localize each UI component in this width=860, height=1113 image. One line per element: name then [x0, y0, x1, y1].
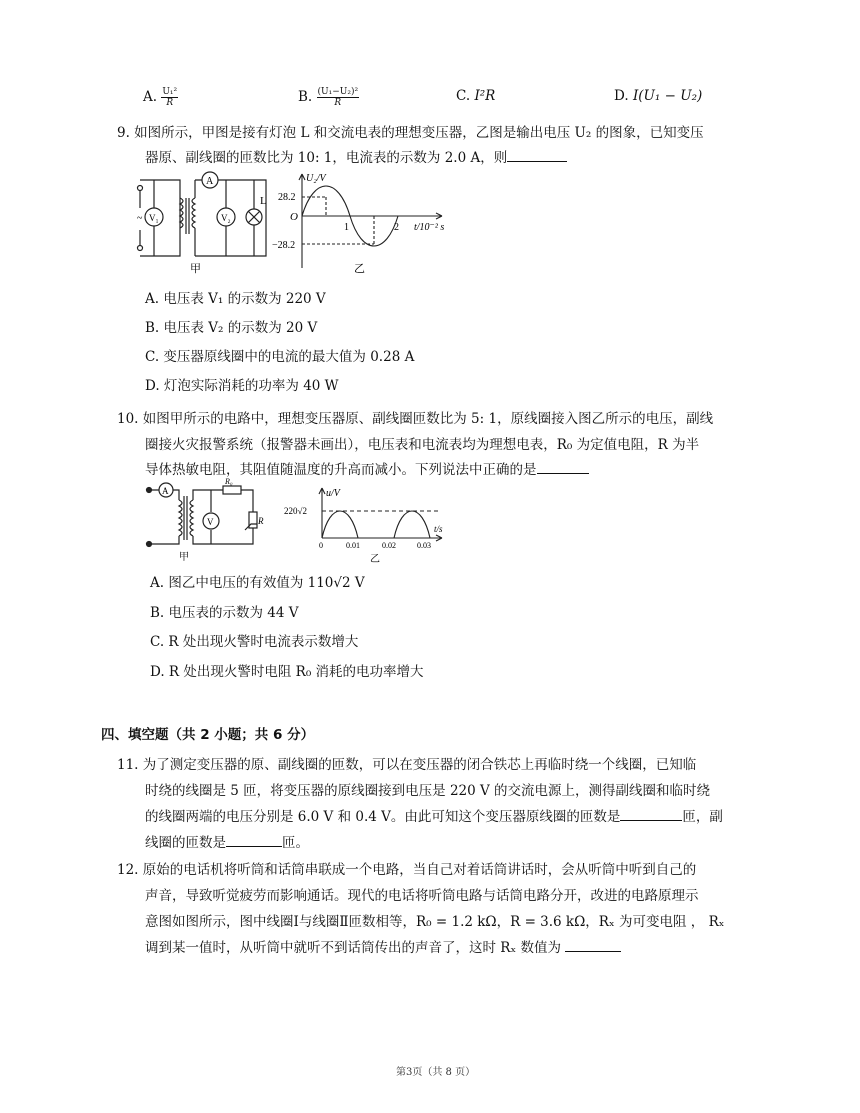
q11-stem-line-3: 的线圈两端的电压分别是 6.0 V 和 0.4 V。由此可知这个变压器原线圈的匝数是 匝，副: [145, 809, 723, 825]
resistor-r-label: R: [258, 516, 264, 526]
graph-x-axis-label: t/10⁻² s: [414, 222, 445, 233]
q10-stem-line-2: 圈接火灾报警系统（报警器未画出），电压表和电流表均为理想电表，R₀ 为定值电阻，R 为半: [145, 437, 700, 453]
option-label: A.: [143, 89, 158, 105]
q8-option-c: C. I²R: [456, 88, 496, 104]
graph-x-tick-1: 0.01: [346, 541, 360, 550]
graph-y-tick-positive: 28.2: [278, 192, 296, 203]
q10-alarm-circuit-figure: [145, 478, 270, 566]
section-heading: 四、填空题（共 2 小题；共 6 分）: [101, 727, 315, 743]
fraction: $\frac{\text{U₁²}}{R}$: [162, 87, 178, 108]
figure-caption-yi: 乙: [370, 554, 380, 565]
q10-option-b: B. 电压表的示数为 44 V: [150, 605, 299, 621]
voltmeter-v2-label: V₂: [221, 213, 231, 223]
q9-stem-line-2: 器原、副线圈的匝数比为 10: 1，电流表的示数为 2.0 A，则: [145, 146, 567, 166]
q11-stem-line-1: 11. 为了测定变压器的原、副线圈的匝数，可以在变压器的闭合铁芯上再临时绕一个线圈，已知临: [117, 757, 697, 773]
graph-x-tick-3: 0.03: [417, 541, 431, 550]
page-number-footer: 第3页（共 8 页）: [396, 1067, 476, 1078]
q12-stem-line-3: 意图如图所示，图中线圈Ⅰ与线圈Ⅱ匝数相等，R₀ = 1.2 kΩ，R = 3.6 kΩ，Rₓ 为可变电阻 ， Rₓ: [145, 914, 725, 930]
q10-stem-line-3: 导体热敏电阻，其阻值随温度的升高而减小。下列说法中正确的是: [145, 458, 589, 478]
ammeter-label: A: [162, 486, 169, 496]
resistor-r0-label: R₀: [225, 478, 233, 486]
q9-option-c: C. 变压器原线圈中的电流的最大值为 0.28 A: [145, 349, 415, 365]
q10-voltage-graph: [284, 484, 459, 566]
q9-voltage-graph: [272, 168, 472, 278]
graph-x-tick-0: 0: [319, 541, 323, 550]
q9-stem-line-1: 9. 如图所示，甲图是接有灯泡 L 和交流电表的理想变压器，乙图是输出电压 U₂ 的图象，已知变压: [117, 125, 704, 141]
q10-stem-line-1: 10. 如图甲所示的电路中，理想变压器原、副线圈匝数比为 5: 1，原线圈接入图乙所示的电压，副线: [117, 411, 714, 427]
q8-option-b: [298, 87, 359, 108]
lamp-label: L: [260, 195, 267, 207]
q9-option-d: D. 灯泡实际消耗的功率为 40 W: [145, 378, 339, 394]
q10-option-c: C. R 处出现火警时电流表示数增大: [150, 634, 359, 650]
figure-caption-jia: 甲: [190, 263, 201, 275]
graph-y-tick-peak: 220√2: [284, 506, 307, 516]
graph-x-axis-label: t/s: [434, 524, 443, 534]
answer-blank[interactable]: [620, 820, 682, 821]
graph-x-tick-2: 2: [394, 222, 399, 233]
answer-blank[interactable]: [565, 951, 621, 952]
graph-y-axis-label: U₂/V: [306, 173, 326, 184]
option-label: B.: [298, 89, 313, 105]
ammeter-label: A: [206, 176, 214, 187]
q11-stem-line-4: 线圈的匝数是 匝。: [145, 835, 309, 851]
voltmeter-label: V: [207, 517, 214, 527]
q12-stem-line-4: 调到某一值时，从听筒中就听不到话筒传出的声音了，这时 Rₓ 数值为: [145, 936, 621, 956]
q8-option-a: [143, 87, 178, 108]
graph-x-tick-2: 0.02: [382, 541, 396, 550]
fraction: $\frac{\text{(U₁−U₂)²}}{R}$: [317, 87, 359, 108]
graph-y-tick-negative: −28.2: [272, 240, 296, 251]
graph-origin-label: O: [290, 211, 298, 223]
q12-stem-line-1: 12. 原始的电话机将听筒和话筒串联成一个电路，当自己对着话筒讲话时，会从听筒中听到自己的: [117, 862, 697, 878]
figure-caption-yi: 乙: [354, 263, 365, 275]
q9-option-b: B. 电压表 V₂ 的示数为 20 V: [145, 320, 318, 336]
q10-option-a: A. 图乙中电压的有效值为 110√2 V: [150, 575, 365, 591]
q10-option-d: D. R 处出现火警时电阻 R₀ 消耗的电功率增大: [150, 664, 424, 680]
answer-blank[interactable]: [226, 846, 282, 847]
graph-y-axis-label: u/V: [326, 488, 340, 499]
ac-source-symbol: ~: [137, 213, 143, 224]
voltmeter-v1-label: V₁: [149, 213, 159, 223]
q11-stem-line-2: 时绕的线圈是 5 匝，将变压器的原线圈接到电压是 220 V 的交流电源上，测得副线圈和临时绕: [145, 783, 711, 799]
answer-blank[interactable]: [537, 473, 589, 474]
q9-transformer-circuit-figure: [134, 168, 274, 276]
q8-option-d: D. I(U₁ − U₂): [614, 88, 703, 104]
q9-option-a: A. 电压表 V₁ 的示数为 220 V: [145, 291, 326, 307]
q12-stem-line-2: 声音，导致听觉疲劳而影响通话。现代的电话将听筒电路与话筒电路分开，改进的电路原理示: [145, 888, 699, 904]
answer-blank[interactable]: [507, 161, 567, 162]
graph-x-tick-1: 1: [344, 222, 349, 233]
figure-caption-jia: 甲: [179, 552, 189, 563]
